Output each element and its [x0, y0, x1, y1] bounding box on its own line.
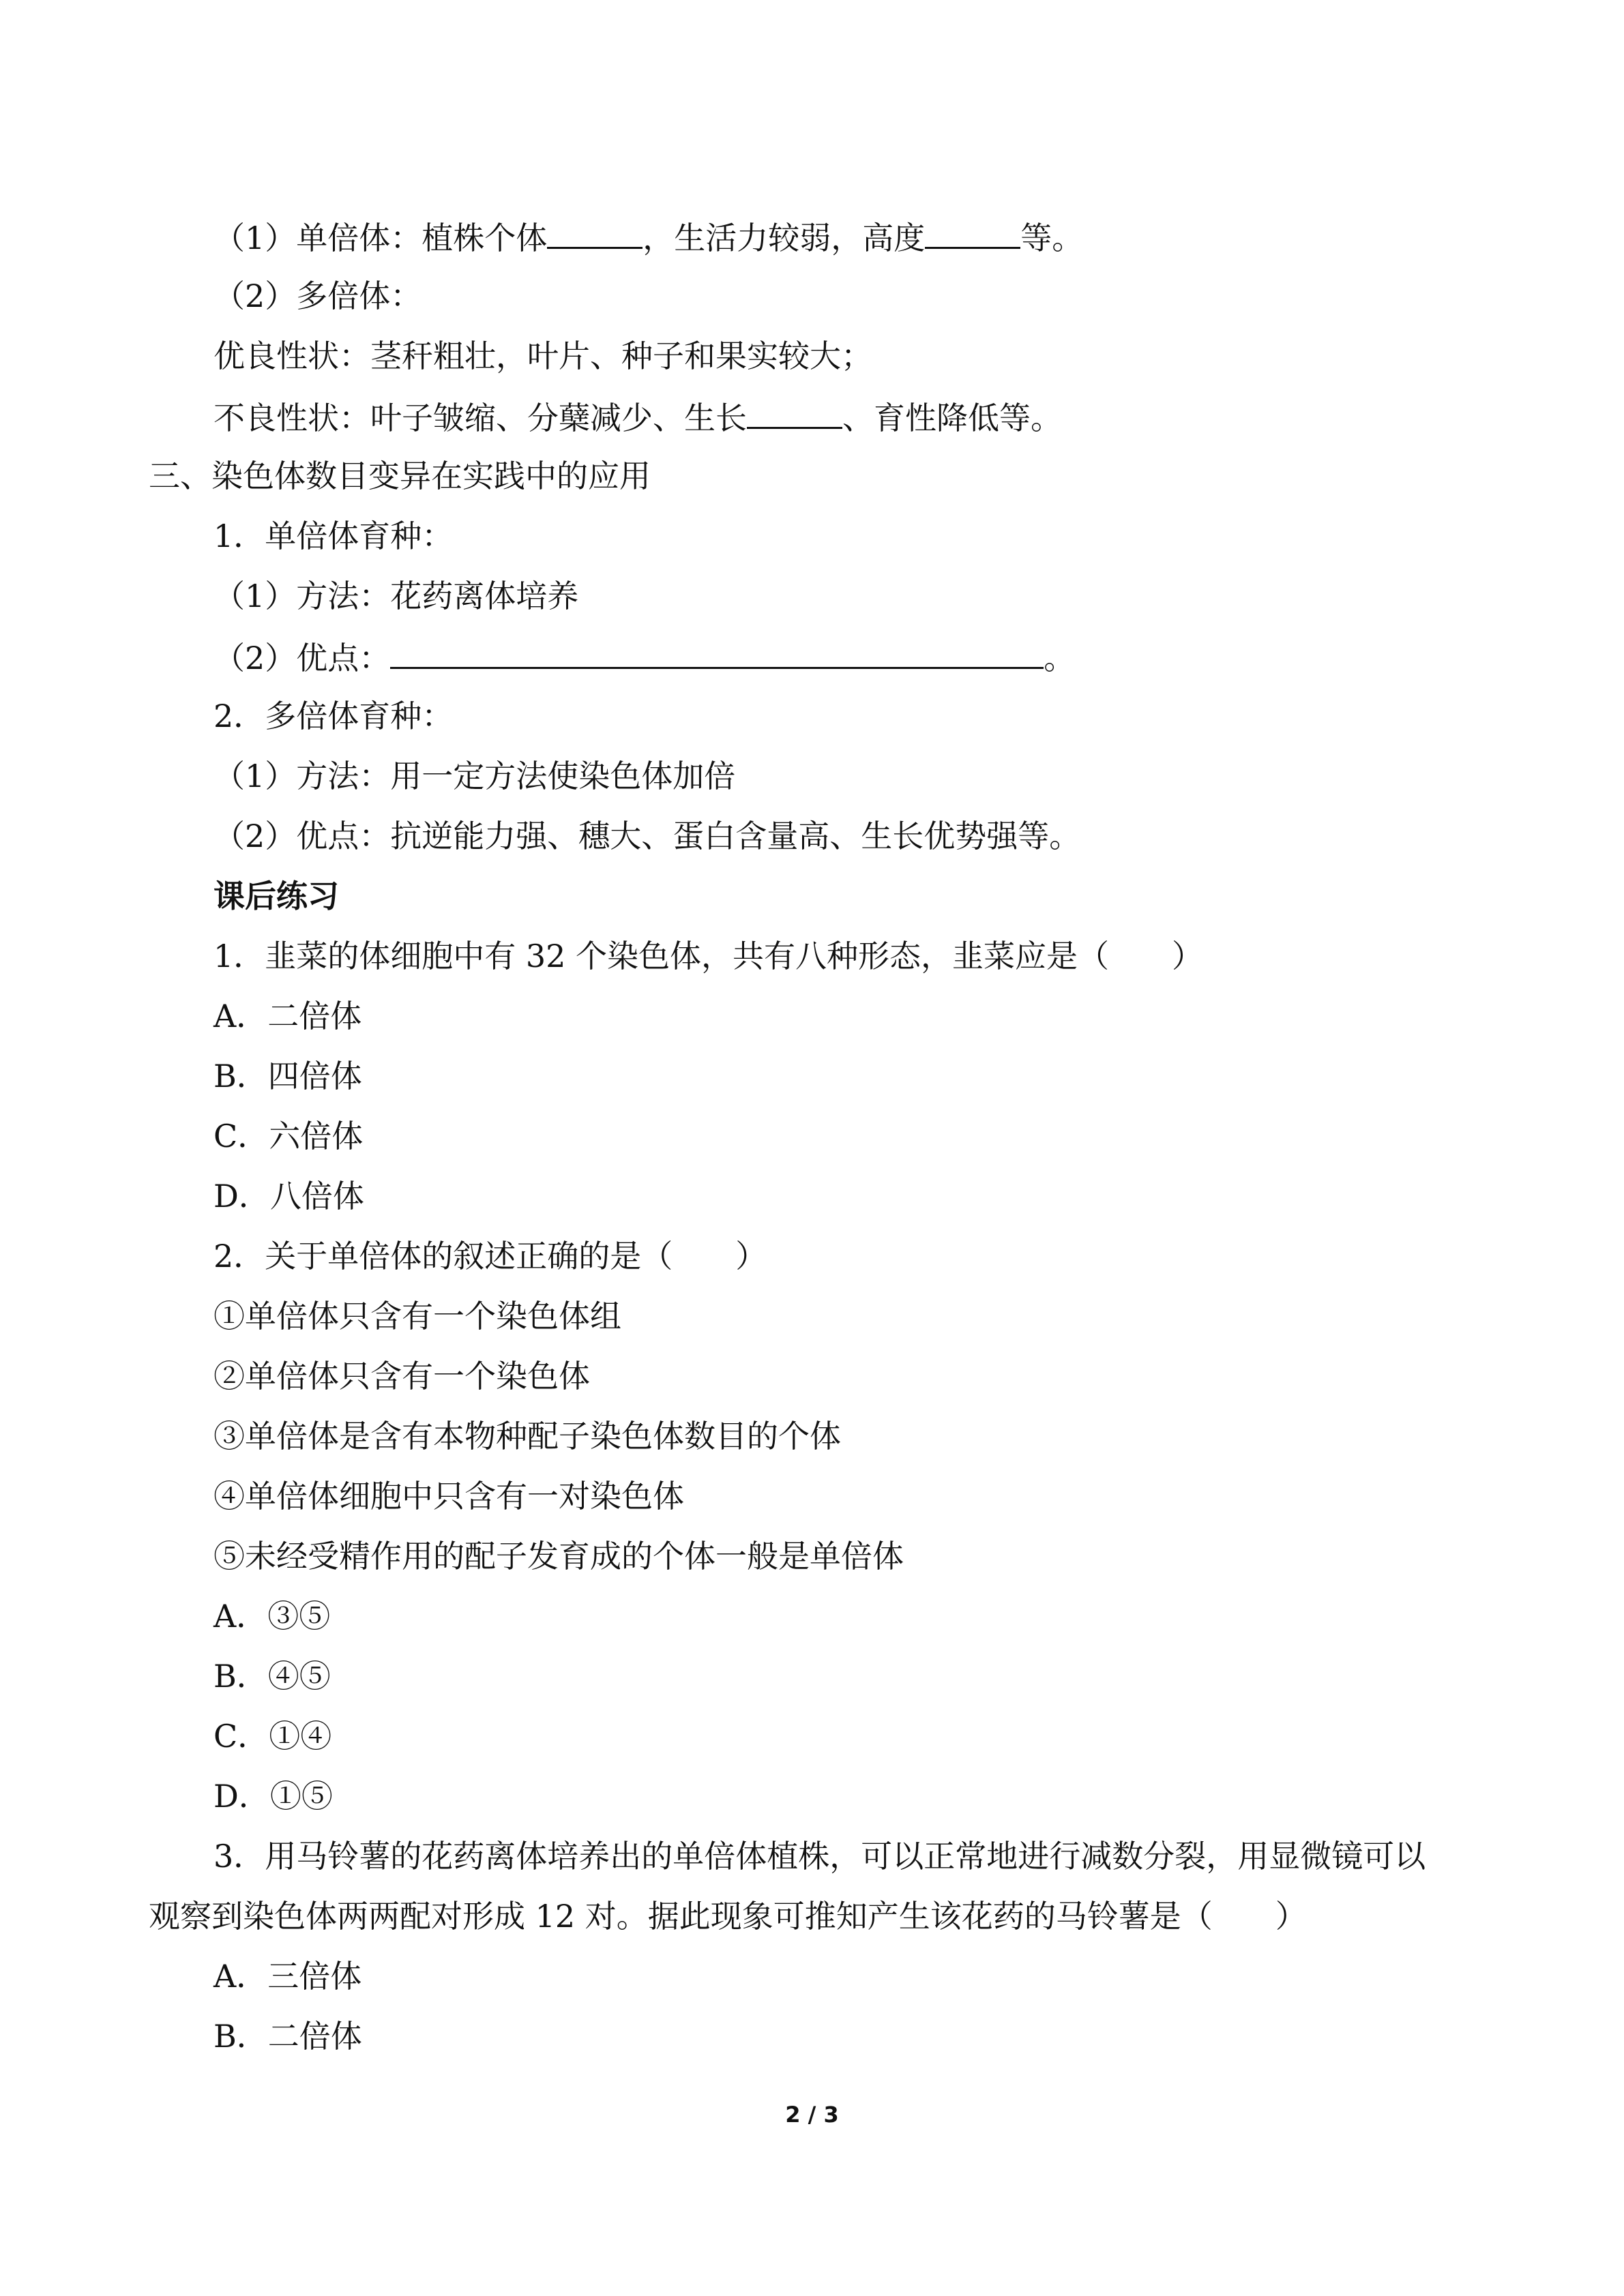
fill-blank: [547, 215, 643, 249]
option-c: C．①④: [213, 1718, 332, 1755]
text-line-haploid-traits: [213, 215, 1083, 256]
question-3-line-2: 观察到染色体两两配对形成 12 对。据此现象可推知产生该花药的马铃薯是（ ）: [149, 1898, 1307, 1935]
statement-1: ①单倍体只含有一个染色体组: [213, 1298, 621, 1335]
text-line-bad-traits: [213, 396, 1062, 436]
question-1: 1．韭菜的体细胞中有 32 个染色体，共有八种形态，韭菜应是（ ）: [213, 938, 1204, 974]
text-segment: （1）单倍体：植株个体: [213, 220, 548, 256]
fill-blank: [390, 636, 1044, 669]
option-d: D．八倍体: [213, 1178, 364, 1214]
text-segment: ，生活力较弱，高度: [643, 220, 926, 256]
text-segment: 。: [1044, 640, 1076, 676]
option-a: A．三倍体: [213, 1958, 362, 1995]
statement-5: ⑤未经受精作用的配子发育成的个体一般是单倍体: [213, 1538, 904, 1575]
text-line: （2）多倍体：: [213, 278, 422, 314]
text-segment: 等。: [1020, 220, 1084, 256]
option-b: B．二倍体: [213, 2018, 362, 2055]
option-b: B．④⑤: [213, 1658, 331, 1695]
statement-4: ④单倍体细胞中只含有一对染色体: [213, 1478, 684, 1515]
option-c: C．六倍体: [213, 1118, 364, 1154]
text-line: （2）优点：抗逆能力强、穗大、蛋白含量高、生长优势强等。: [213, 818, 1081, 854]
option-a: A．二倍体: [213, 998, 362, 1034]
text-line: 1．单倍体育种：: [213, 518, 454, 554]
text-line-advantage: [213, 636, 1075, 676]
text-segment: （2）优点：: [213, 640, 391, 676]
fill-blank: [747, 396, 842, 429]
option-d: D．①⑤: [213, 1778, 333, 1815]
text-line: （1）方法：花药离体培养: [213, 578, 579, 614]
text-line: 2．多倍体育种：: [213, 698, 454, 734]
fill-blank: [925, 215, 1020, 249]
section-heading: 三、染色体数目变异在实践中的应用: [149, 458, 651, 494]
question-2: 2．关于单倍体的叙述正确的是（ ）: [213, 1238, 767, 1274]
statement-2: ②单倍体只含有一个染色体: [213, 1358, 590, 1395]
text-line: 优良性状：茎秆粗壮，叶片、种子和果实较大；: [213, 338, 872, 374]
question-3-line-1: 3．用马铃薯的花药离体培养出的单倍体植株，可以正常地进行减数分裂，用显微镜可以: [213, 1838, 1426, 1875]
option-a: A．③⑤: [213, 1598, 331, 1635]
page-number: 2 / 3: [785, 2102, 839, 2128]
option-b: B．四倍体: [213, 1058, 362, 1094]
text-segment: 、育性降低等。: [842, 400, 1062, 436]
statement-3: ③单倍体是含有本物种配子染色体数目的个体: [213, 1418, 841, 1455]
text-line: （1）方法：用一定方法使染色体加倍: [213, 758, 736, 794]
exercise-heading: 课后练习: [213, 878, 339, 914]
text-segment: 不良性状：叶子皱缩、分蘖减少、生长: [213, 400, 747, 436]
